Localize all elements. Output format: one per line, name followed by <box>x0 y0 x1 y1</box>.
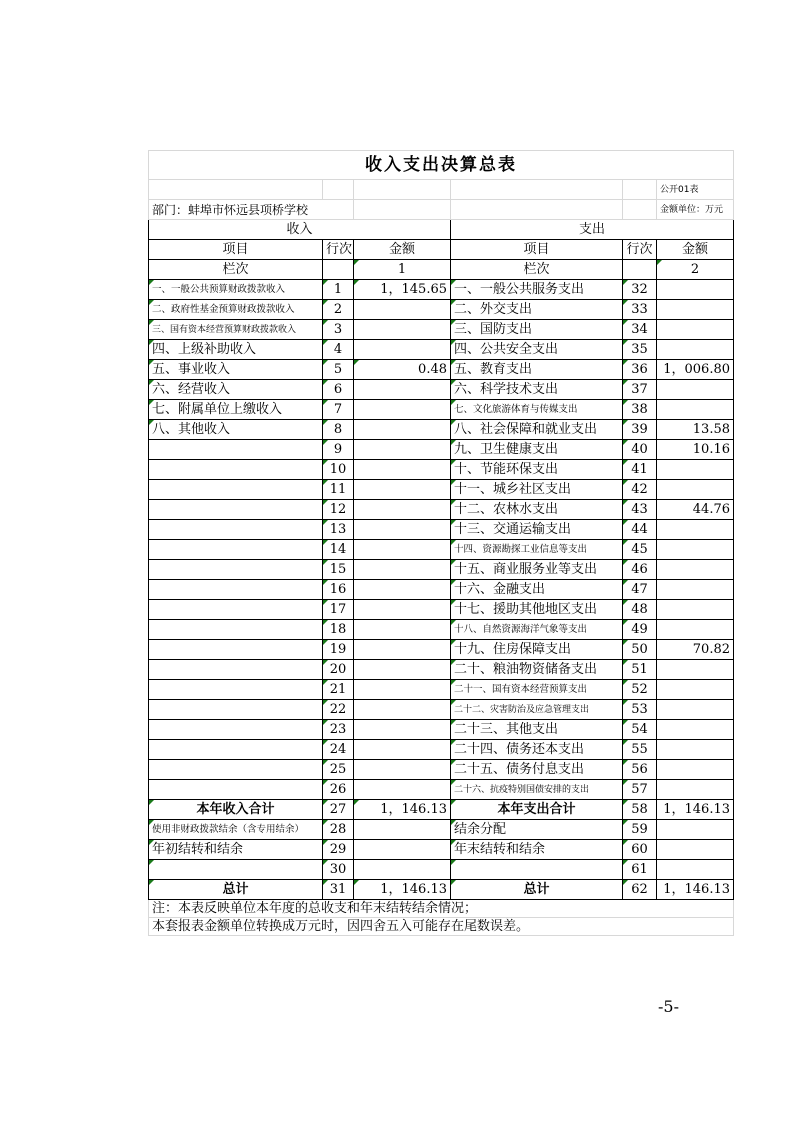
expense-amount <box>657 840 734 860</box>
expense-row-no: 46 <box>623 560 657 580</box>
expense-row-no: 60 <box>623 840 657 860</box>
expense-row-no: 39 <box>623 420 657 440</box>
income-row-no: 15 <box>323 560 354 580</box>
expense-amount <box>657 580 734 600</box>
expense-row-no: 42 <box>623 480 657 500</box>
income-row-no: 16 <box>323 580 354 600</box>
expense-row-header: 行次 <box>623 240 657 260</box>
expense-item: 二十一、国有资本经营预算支出 <box>451 680 623 700</box>
income-amount <box>354 460 451 480</box>
income-item <box>149 860 323 880</box>
table-row <box>149 340 734 360</box>
income-item <box>149 780 323 800</box>
note-line-1: 注：本表反映单位本年度的总收支和年末结转结余情况； <box>149 900 734 918</box>
table-title: 收入支出决算总表 <box>149 151 734 180</box>
table-row <box>149 820 734 840</box>
income-row-no: 18 <box>323 620 354 640</box>
income-row-no: 5 <box>323 360 354 380</box>
income-amount <box>354 660 451 680</box>
table-row <box>149 600 734 620</box>
income-row-no: 21 <box>323 680 354 700</box>
income-item <box>149 700 323 720</box>
expense-item: 七、文化旅游体育与传媒支出 <box>451 400 623 420</box>
table-row <box>149 540 734 560</box>
income-row-no: 19 <box>323 640 354 660</box>
expense-section-header: 支出 <box>451 220 734 240</box>
income-amount <box>354 520 451 540</box>
expense-item-header: 项目 <box>451 240 623 260</box>
income-amount <box>354 700 451 720</box>
expense-row-no: 50 <box>623 640 657 660</box>
expense-item <box>451 860 623 880</box>
income-item: 八、其他收入 <box>149 420 323 440</box>
income-row-no: 8 <box>323 420 354 440</box>
expense-amount: 13.58 <box>657 420 734 440</box>
table-row <box>149 620 734 640</box>
income-item: 一、一般公共预算财政拨款收入 <box>149 280 323 300</box>
expense-item: 十三、交通运输支出 <box>451 520 623 540</box>
income-amount <box>354 440 451 460</box>
expense-amount <box>657 680 734 700</box>
expense-row-no: 34 <box>623 320 657 340</box>
expense-amount: 1，146.13 <box>657 800 734 820</box>
expense-row-no: 48 <box>623 600 657 620</box>
income-item <box>149 580 323 600</box>
expense-item: 二十五、债务付息支出 <box>451 760 623 780</box>
income-item <box>149 460 323 480</box>
income-item: 三、国有资本经营预算财政拨款收入 <box>149 320 323 340</box>
expense-amount <box>657 380 734 400</box>
table-row <box>149 520 734 540</box>
income-amount <box>354 780 451 800</box>
expense-row-no: 38 <box>623 400 657 420</box>
income-row-no: 2 <box>323 300 354 320</box>
income-expense-summary-table <box>148 150 734 936</box>
income-item: 六、经营收入 <box>149 380 323 400</box>
income-item <box>149 440 323 460</box>
income-item <box>149 540 323 560</box>
table-row <box>149 460 734 480</box>
expense-row-no: 32 <box>623 280 657 300</box>
table-row <box>149 800 734 820</box>
income-item <box>149 500 323 520</box>
expense-amount <box>657 740 734 760</box>
expense-row-no: 58 <box>623 800 657 820</box>
expense-item: 十七、援助其他地区支出 <box>451 600 623 620</box>
table-row <box>149 760 734 780</box>
income-row-no: 13 <box>323 520 354 540</box>
income-amount: 0.48 <box>354 360 451 380</box>
expense-col-label: 栏次 <box>451 260 623 280</box>
expense-row-no: 54 <box>623 720 657 740</box>
income-amount: 1，146.13 <box>354 800 451 820</box>
income-item: 七、附属单位上缴收入 <box>149 400 323 420</box>
expense-amount <box>657 560 734 580</box>
income-amount <box>354 320 451 340</box>
income-item <box>149 600 323 620</box>
expense-amount <box>657 300 734 320</box>
expense-item: 本年支出合计 <box>451 800 623 820</box>
income-amount <box>354 340 451 360</box>
expense-item: 五、教育支出 <box>451 360 623 380</box>
expense-item: 二十三、其他支出 <box>451 720 623 740</box>
expense-item: 十六、金融支出 <box>451 580 623 600</box>
expense-row-no: 52 <box>623 680 657 700</box>
income-amount <box>354 580 451 600</box>
title-row <box>149 151 734 180</box>
note-line-2: 本套报表金额单位转换成万元时，因四舍五入可能存在尾数误差。 <box>149 918 734 936</box>
income-row-no: 6 <box>323 380 354 400</box>
income-row-no: 14 <box>323 540 354 560</box>
income-col-label: 栏次 <box>149 260 323 280</box>
expense-amount: 1，146.13 <box>657 880 734 900</box>
table-row <box>149 580 734 600</box>
expense-item: 三、国防支出 <box>451 320 623 340</box>
income-amount <box>354 640 451 660</box>
income-amount <box>354 500 451 520</box>
expense-item: 十四、资源勘探工业信息等支出 <box>451 540 623 560</box>
expense-amount <box>657 320 734 340</box>
income-amount: 1，145.65 <box>354 280 451 300</box>
expense-amount <box>657 860 734 880</box>
table-row <box>149 560 734 580</box>
expense-amount-header: 金额 <box>657 240 734 260</box>
table-row <box>149 640 734 660</box>
expense-item: 十二、农林水支出 <box>451 500 623 520</box>
income-item <box>149 720 323 740</box>
income-item <box>149 640 323 660</box>
expense-row-no: 61 <box>623 860 657 880</box>
income-amount <box>354 380 451 400</box>
expense-amount <box>657 600 734 620</box>
table-row <box>149 320 734 340</box>
income-amount-header: 金额 <box>354 240 451 260</box>
expense-item: 二十二、灾害防治及应急管理支出 <box>451 700 623 720</box>
table-row <box>149 480 734 500</box>
income-amount <box>354 620 451 640</box>
expense-item: 十一、城乡社区支出 <box>451 480 623 500</box>
note-row-1 <box>149 900 734 918</box>
page-number: -5- <box>658 997 679 1016</box>
expense-amount <box>657 280 734 300</box>
expense-item: 十九、住房保障支出 <box>451 640 623 660</box>
expense-row-no: 36 <box>623 360 657 380</box>
expense-item: 年末结转和结余 <box>451 840 623 860</box>
income-row-no: 28 <box>323 820 354 840</box>
income-row-no: 25 <box>323 760 354 780</box>
table-row <box>149 860 734 880</box>
income-row-no: 22 <box>323 700 354 720</box>
expense-amount <box>657 620 734 640</box>
income-row-no: 3 <box>323 320 354 340</box>
expense-row-no: 45 <box>623 540 657 560</box>
income-item <box>149 740 323 760</box>
section-header-row <box>149 220 734 240</box>
expense-amount <box>657 700 734 720</box>
income-amount <box>354 860 451 880</box>
income-item: 二、政府性基金预算财政拨款收入 <box>149 300 323 320</box>
expense-amount <box>657 820 734 840</box>
expense-amount: 70.82 <box>657 640 734 660</box>
income-item <box>149 480 323 500</box>
income-item: 总计 <box>149 880 323 900</box>
income-row-no: 4 <box>323 340 354 360</box>
expense-item: 二、外交支出 <box>451 300 623 320</box>
expense-amount <box>657 400 734 420</box>
income-row-no: 31 <box>323 880 354 900</box>
expense-item: 九、卫生健康支出 <box>451 440 623 460</box>
income-row-header: 行次 <box>323 240 354 260</box>
income-item <box>149 520 323 540</box>
expense-item: 十五、商业服务业等支出 <box>451 560 623 580</box>
expense-amount <box>657 760 734 780</box>
expense-amount <box>657 660 734 680</box>
expense-row-no: 37 <box>623 380 657 400</box>
table-row <box>149 280 734 300</box>
income-amount <box>354 300 451 320</box>
income-row-no: 29 <box>323 840 354 860</box>
expense-row-no: 57 <box>623 780 657 800</box>
meta-row-1 <box>149 180 734 200</box>
income-item: 五、事业收入 <box>149 360 323 380</box>
income-item <box>149 620 323 640</box>
expense-row-no: 62 <box>623 880 657 900</box>
income-row-no: 9 <box>323 440 354 460</box>
table-row <box>149 380 734 400</box>
form-code: 公开01表 <box>657 180 734 200</box>
income-amount <box>354 820 451 840</box>
income-row-no: 23 <box>323 720 354 740</box>
expense-amount <box>657 520 734 540</box>
expense-item: 二十四、债务还本支出 <box>451 740 623 760</box>
income-amount <box>354 680 451 700</box>
expense-row-no: 41 <box>623 460 657 480</box>
table-row <box>149 420 734 440</box>
income-row-no: 7 <box>323 400 354 420</box>
table-row <box>149 680 734 700</box>
expense-item: 二十、粮油物资储备支出 <box>451 660 623 680</box>
expense-item: 总计 <box>451 880 623 900</box>
table-row <box>149 440 734 460</box>
table-row <box>149 300 734 320</box>
income-amount <box>354 760 451 780</box>
expense-row-no: 47 <box>623 580 657 600</box>
income-item: 年初结转和结余 <box>149 840 323 860</box>
table-row <box>149 660 734 680</box>
expense-amount: 10.16 <box>657 440 734 460</box>
expense-amount <box>657 340 734 360</box>
income-item: 本年收入合计 <box>149 800 323 820</box>
income-row-no: 1 <box>323 280 354 300</box>
income-item <box>149 760 323 780</box>
income-col-number: 1 <box>354 260 451 280</box>
income-amount <box>354 540 451 560</box>
expense-item: 十、节能环保支出 <box>451 460 623 480</box>
expense-row-no: 35 <box>623 340 657 360</box>
expense-amount: 1，006.80 <box>657 360 734 380</box>
income-amount <box>354 740 451 760</box>
expense-row-no: 43 <box>623 500 657 520</box>
income-amount <box>354 480 451 500</box>
expense-row-no: 59 <box>623 820 657 840</box>
expense-amount <box>657 480 734 500</box>
expense-row-no: 40 <box>623 440 657 460</box>
expense-item: 六、科学技术支出 <box>451 380 623 400</box>
income-row-no: 30 <box>323 860 354 880</box>
unit-label: 金额单位：万元 <box>657 200 734 220</box>
expense-row-no: 51 <box>623 660 657 680</box>
income-amount <box>354 600 451 620</box>
income-item <box>149 660 323 680</box>
expense-row-no: 33 <box>623 300 657 320</box>
expense-amount <box>657 540 734 560</box>
expense-row-no: 44 <box>623 520 657 540</box>
income-amount <box>354 400 451 420</box>
income-row-no: 27 <box>323 800 354 820</box>
expense-item: 结余分配 <box>451 820 623 840</box>
income-row-no: 24 <box>323 740 354 760</box>
income-row-no: 20 <box>323 660 354 680</box>
table-row <box>149 360 734 380</box>
expense-row-no: 56 <box>623 760 657 780</box>
income-row-no: 12 <box>323 500 354 520</box>
income-item: 使用非财政拨款结余（含专用结余） <box>149 820 323 840</box>
expense-row-no: 49 <box>623 620 657 640</box>
expense-row-no: 53 <box>623 700 657 720</box>
expense-row-no: 55 <box>623 740 657 760</box>
income-amount <box>354 720 451 740</box>
income-item: 四、上级补助收入 <box>149 340 323 360</box>
department-label: 部门：蚌埠市怀远县项桥学校 <box>149 200 354 220</box>
expense-item: 二十六、抗疫特别国债安排的支出 <box>451 780 623 800</box>
expense-col-number: 2 <box>657 260 734 280</box>
table-row <box>149 700 734 720</box>
expense-amount: 44.76 <box>657 500 734 520</box>
expense-item: 八、社会保障和就业支出 <box>451 420 623 440</box>
income-amount: 1，146.13 <box>354 880 451 900</box>
table-row <box>149 880 734 900</box>
column-header-row <box>149 240 734 260</box>
expense-amount <box>657 460 734 480</box>
expense-item: 四、公共安全支出 <box>451 340 623 360</box>
expense-amount <box>657 720 734 740</box>
table-row <box>149 720 734 740</box>
income-amount <box>354 840 451 860</box>
income-row-no: 17 <box>323 600 354 620</box>
income-row-no: 11 <box>323 480 354 500</box>
income-amount <box>354 420 451 440</box>
note-row-2 <box>149 918 734 936</box>
table-row <box>149 400 734 420</box>
table-body <box>149 280 734 900</box>
income-row-no: 26 <box>323 780 354 800</box>
expense-item: 一、一般公共服务支出 <box>451 280 623 300</box>
table-row <box>149 740 734 760</box>
column-index-row <box>149 260 734 280</box>
income-section-header: 收入 <box>149 220 451 240</box>
income-item <box>149 680 323 700</box>
income-item <box>149 560 323 580</box>
expense-amount <box>657 780 734 800</box>
income-row-no: 10 <box>323 460 354 480</box>
expense-item: 十八、自然资源海洋气象等支出 <box>451 620 623 640</box>
income-amount <box>354 560 451 580</box>
income-item-header: 项目 <box>149 240 323 260</box>
table-row <box>149 500 734 520</box>
table-row <box>149 840 734 860</box>
table-row <box>149 780 734 800</box>
meta-row-2 <box>149 200 734 220</box>
